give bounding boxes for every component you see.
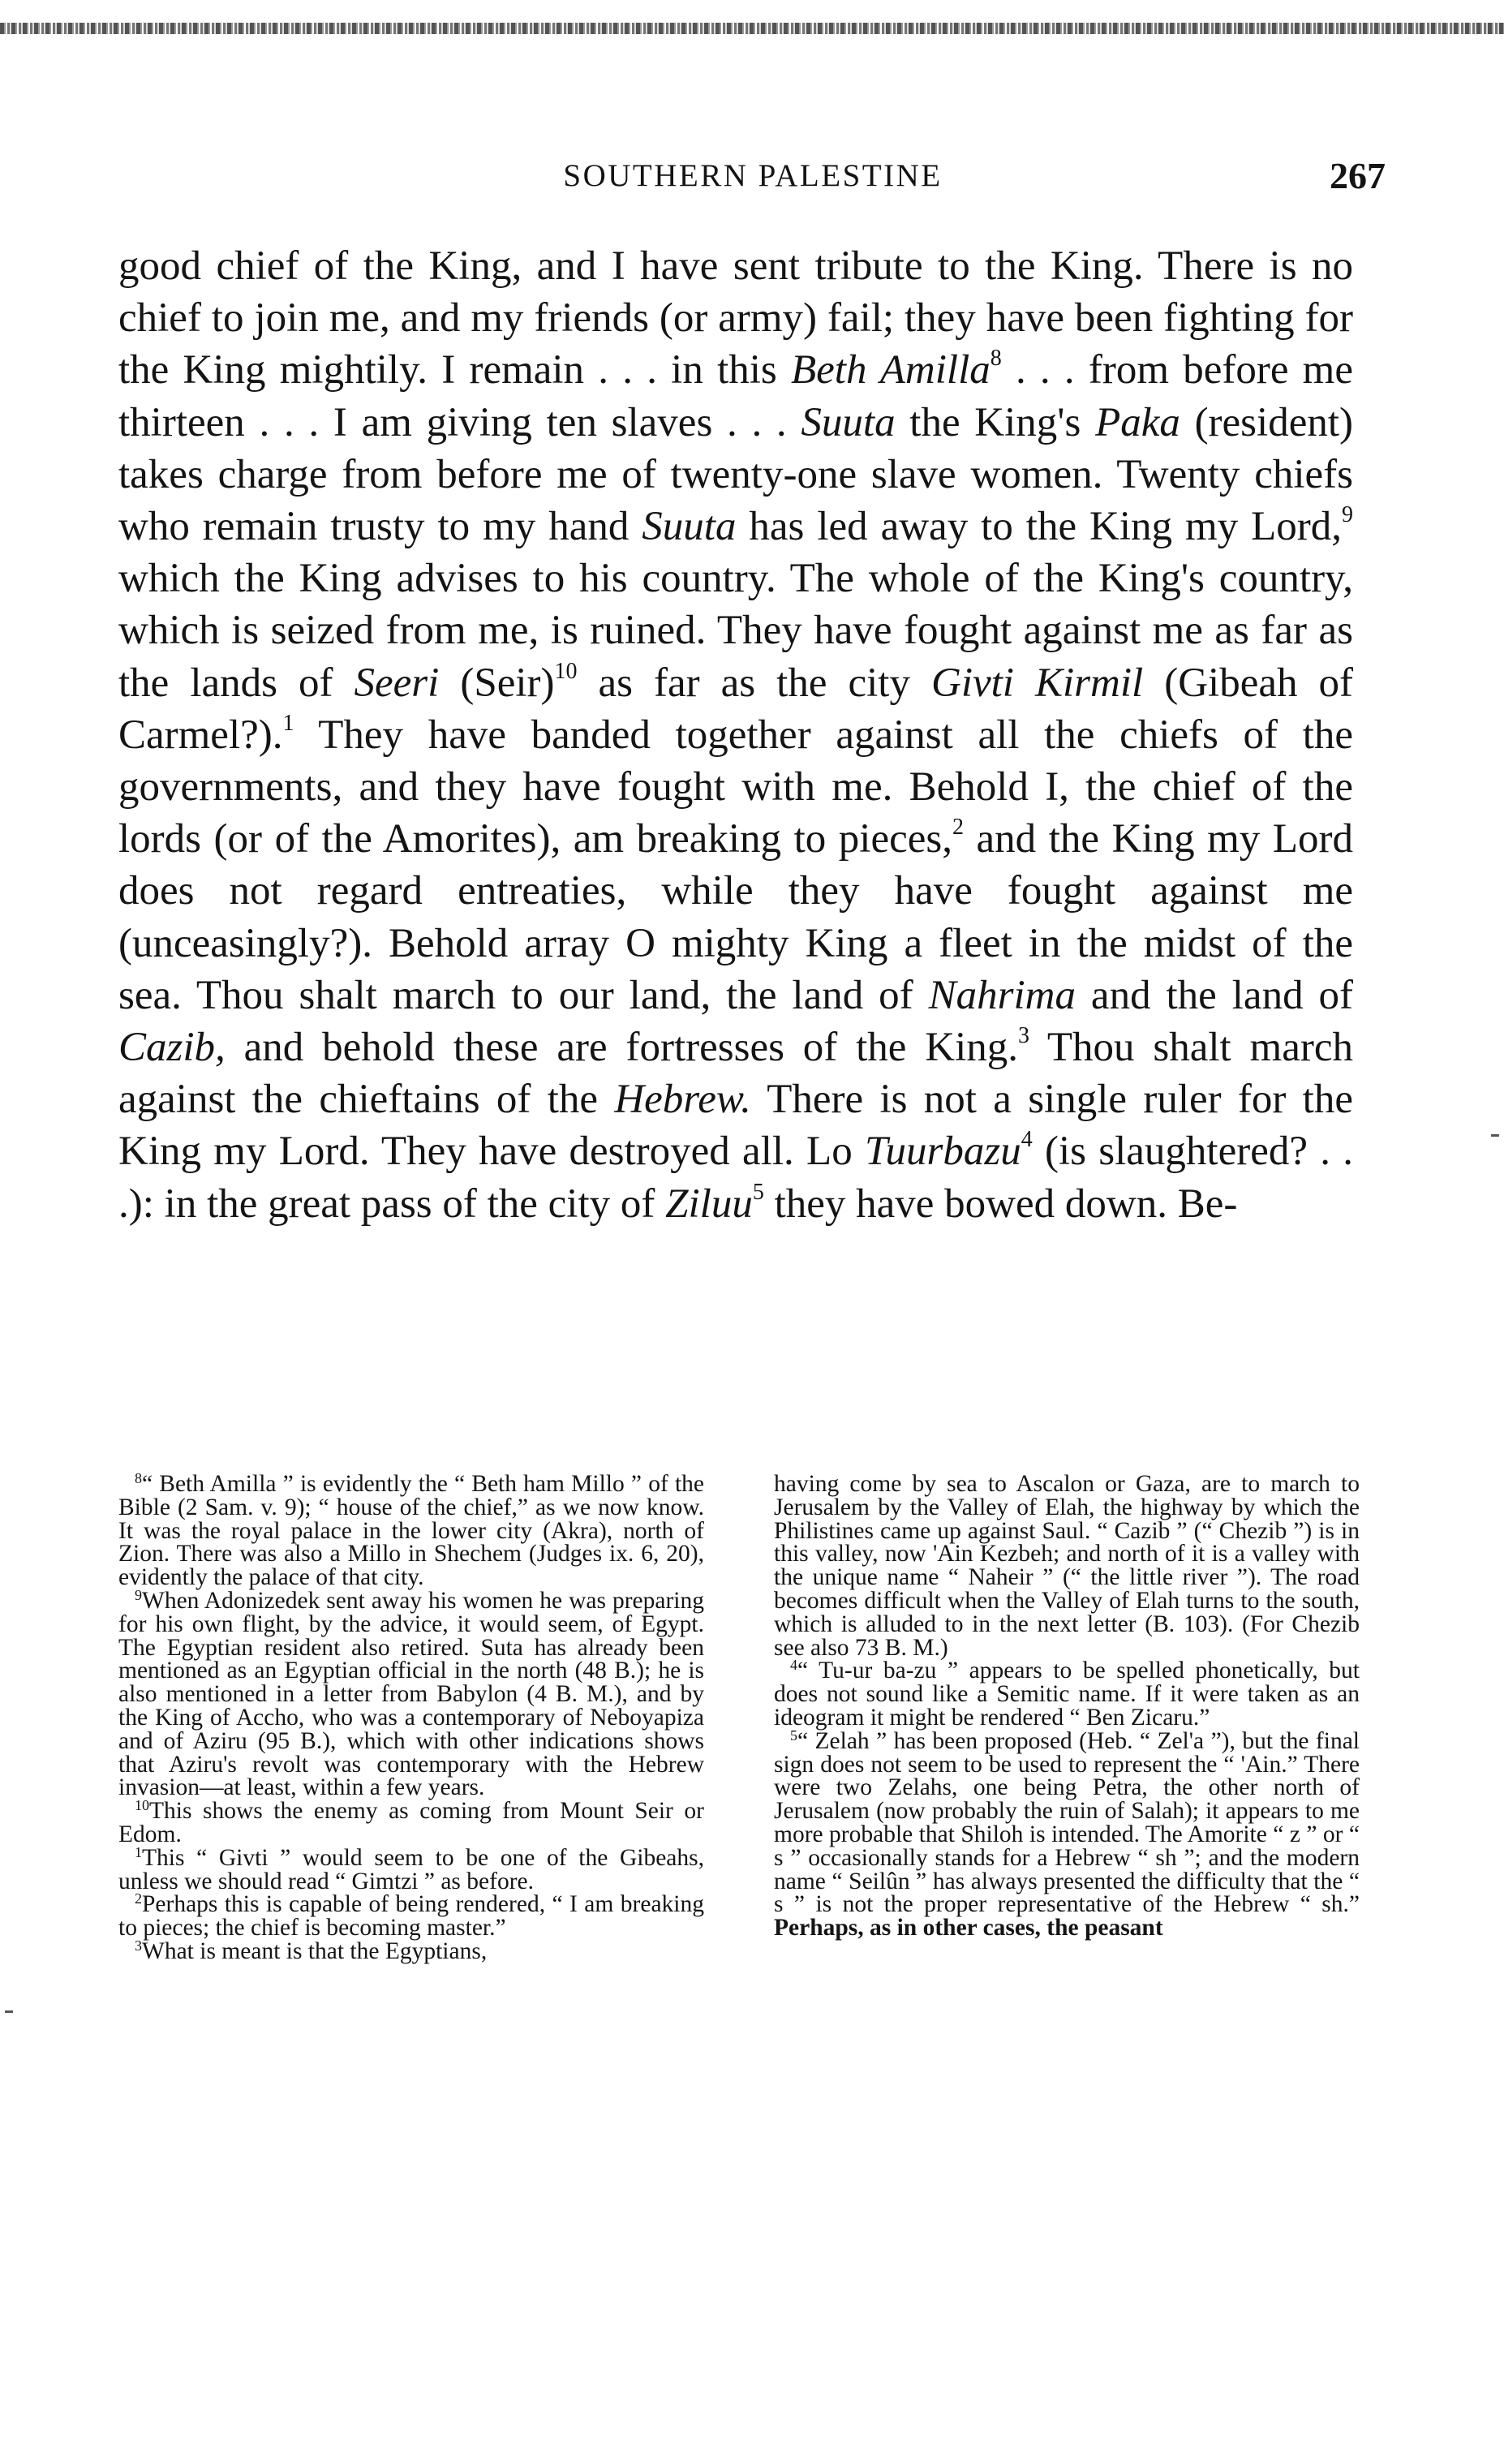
page-header — [120, 157, 1386, 200]
italic-name: Hebrew. — [614, 1077, 751, 1123]
footnote-5: $^5$“ Zelah ” has been proposed (Heb. “ Zel'a ”), but the final sign does not seem to be used to represent the “ 'Ain.” There were two Zelahs, one being Petra, the other north of Jerusalem (now probably the ruin of Salah); it appears to me more probable that Shiloh is intended. The Amorite “ z ” or “ s ” occasionally stands for a Hebrew “ sh ”; and the modern name “ Seilûn ” has always presented the difficulty that the “ s ” is not the proper representative of the Hebrew “ sh.” Perhaps, as in other cases, the peasant — [774, 1727, 1360, 1942]
italic-name: Ziluu — [665, 1180, 753, 1227]
footnote-9: $^9$When Adonizedek sent away his women he was preparing for his own flight, by the advice, it would seem, of Egypt. The Egyptian resident also retired. Suta has already been mentioned as an Egyptian official in the north (48 B.); he is also mentioned in a letter from Babylon (4 B. M.), and by the King of Accho, who was a contemporary of Neboyapiza and of Aziru (95 B.), which with other indications shows that Aziru's revolt was contemporary with the Hebrew invasion—at least, within a few years. — [118, 1586, 704, 1801]
italic-name: Cazib, — [118, 1025, 226, 1071]
body-text — [118, 240, 1353, 1230]
scan-top-edge — [0, 23, 1504, 34]
footnote-8: $^8$“ Beth Amilla ” is evidently the “ Beth ham Millo ” of the Bible (2 Sam. v. 9); “ house of the chief,” as we now know. It was the royal palace in the lower city (Akra), north of Zion. There was also a Millo in Shechem (Judges ix. 6, 20), evidently the palace of that city. — [118, 1470, 704, 1591]
italic-name: Paka — [1095, 399, 1180, 445]
italic-name: Givti Kirmil — [931, 660, 1144, 706]
body-paragraph: good chief of the King, and I have sent tribute to the King. There is no chief to join me, and my friends (or army) fail; they have been fighting for the King mightily. I remain . . . in this Beth Amilla$^8$ . . . from before me thirteen . . . I am giving ten slaves . . . Suuta the King's Paka (resident) takes charge from before me of twenty-one slave women. Twenty chiefs who remain trusty to my hand Suuta has led away to the King my Lord,$^9$ which the King advises to his country. The whole of the King's country, which is seized from me, is ruined. They have fought against me as far as the lands of Seeri (Seir)$^{10}$ as far as the city Givti Kirmil (Gibeah of Carmel?).$^1$ They have banded together against all the chiefs of the governments, and they have fought with me. Behold I, the chief of the lords (or of the Amorites), am breaking to pieces,$^2$ and the King my Lord does not regard entreaties, while they have fought against me (unceasingly?). Behold array O mighty King a fleet in the midst of the sea. Thou shalt march to our land, the land of Nahrima and the land of Cazib, and behold these are fortresses of the King.$^3$ Thou shalt march against the chieftains of the Hebrew. There is not a single ruler for the King my Lord. They have destroyed all. Lo Tuurbazu$^4$ (is slaughtered? . . .): in the great pass of the city of Ziluu$^5$ they have bowed down. Be- — [118, 243, 1353, 1227]
italic-name: Tuurbazu — [864, 1129, 1021, 1175]
footnote-ref: 1 — [282, 710, 294, 736]
italic-name: Beth Amilla — [790, 347, 990, 393]
footnote-ref: 4 — [1021, 1127, 1033, 1153]
footnote-ref: 8 — [990, 346, 1002, 372]
italic-name: Suuta — [801, 399, 896, 445]
italic-name: Nahrima — [928, 972, 1076, 1018]
italic-name: Suuta — [642, 504, 737, 550]
page-number: 267 — [1330, 155, 1386, 196]
footnote-ref: 9 — [1341, 502, 1353, 528]
footnote-10: $^{10}$This shows the enemy as coming from Mount Seir or Edom. — [118, 1797, 704, 1847]
footnote-4: $^4$“ Tu-ur ba-zu ” appears to be spelled phonetically, but does not sound like a Semitic name. If it were taken as an ideogram it might be rendered “ Ben Zicaru.” — [774, 1657, 1360, 1731]
footnote-column-right — [774, 1473, 1360, 1940]
footnote-3: $^3$What is meant is that the Egyptians, — [135, 1937, 488, 1964]
scan-edge-mark — [1491, 1134, 1499, 1137]
footnote-ref: 10 — [554, 658, 578, 684]
footnote-bold-text: Perhaps, as in other cases, the peasant — [774, 1915, 1163, 1942]
footnote-ref: 3 — [1017, 1023, 1029, 1049]
footnotes — [118, 1470, 1360, 2333]
footnote-3-continued: having come by sea to Ascalon or Gaza, are to march to Jerusalem by the Valley of Elah, the highway by which the Philistines came up against Saul. “ Cazib ” (“ Chezib ”) is in this valley, now 'Ain Kezbeh; and north of it is a valley with the unique name “ Naheir ” (“ the little river ”). The road becomes difficult when the Valley of Elah turns to the south, which is alluded to in the next letter (B. 103). (For Chezib see also 73 B. M.) — [774, 1471, 1360, 1661]
running-head: SOUTHERN PALESTINE — [563, 158, 943, 193]
footnote-2: $^2$Perhaps this is capable of being rendered, “ I am breaking to pieces; the chief is becoming master.” — [118, 1890, 704, 1942]
italic-name: Seeri — [354, 660, 440, 706]
footnote-ref: 5 — [752, 1179, 764, 1205]
footnote-1: $^1$This “ Givti ” would seem to be one of the Gibeahs, unless we should read “ Gimtzi ” as before. — [118, 1843, 704, 1894]
scan-edge-mark — [5, 2010, 13, 2013]
footnote-column-left — [118, 1470, 704, 1964]
footnote-ref: 2 — [952, 815, 964, 841]
